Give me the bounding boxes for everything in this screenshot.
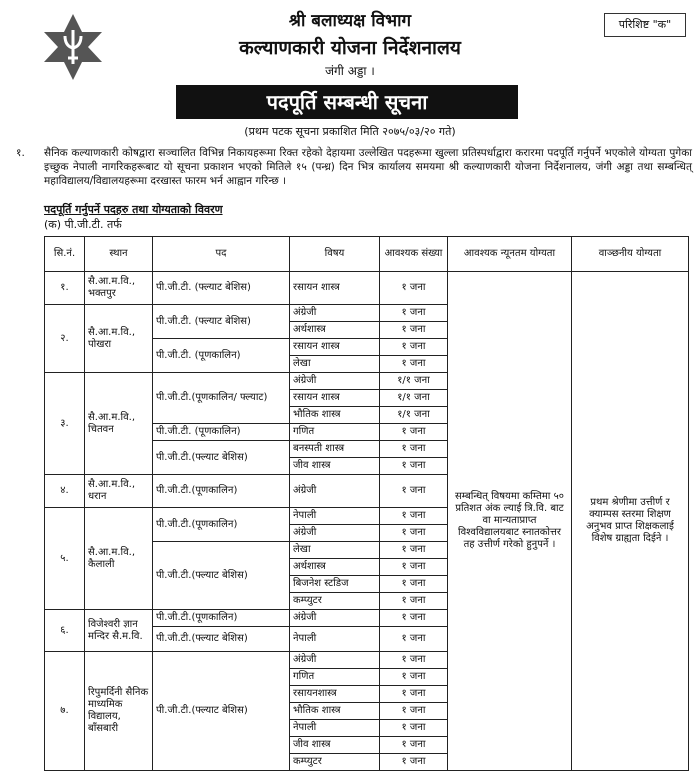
- cell-subject: अर्थशास्त्र: [290, 322, 380, 339]
- cell-sn: १.: [45, 272, 85, 305]
- cell-place: सै.आ.म.वि., पोखरा: [85, 305, 153, 373]
- cell-count: १ जना: [380, 458, 448, 475]
- cell-post: पी.जी.टी. (फ्ल्याट बेशिस): [153, 272, 290, 305]
- cell-post: पी.जी.टी.(पूणकालिन): [153, 508, 290, 542]
- cell-place: सै.आ.म.वि., कैलाली: [85, 508, 153, 610]
- cell-count: १ जना: [380, 322, 448, 339]
- table-row: [45, 272, 689, 305]
- header-sn: सि.नं.: [45, 237, 85, 272]
- cell-count: १ जना: [380, 559, 448, 576]
- header-post: पद: [153, 237, 290, 272]
- cell-subject: भौतिक शास्त्र: [290, 407, 380, 424]
- header-pref-qual: वाञ्छनीय योग्यता: [572, 237, 689, 272]
- cell-count: १ जना: [380, 703, 448, 720]
- cell-count: १/१ जना: [380, 390, 448, 407]
- cell-subject: अंग्रेजी: [290, 475, 380, 508]
- cell-count: १ जना: [380, 508, 448, 525]
- cell-subject: बनस्पती शास्त्र: [290, 441, 380, 458]
- header-subject: विषय: [290, 237, 380, 272]
- cell-count: १/१ जना: [380, 373, 448, 390]
- cell-count: १ जना: [380, 593, 448, 610]
- cell-subject: अंग्रेजी: [290, 610, 380, 627]
- cell-place: सै.आ.म.वि., भक्तपुर: [85, 272, 153, 305]
- cell-post: पी.जी.टी.(फ्ल्याट बेशिस): [153, 441, 290, 475]
- cell-count: १ जना: [380, 356, 448, 373]
- cell-post: पी.जी.टी. (पूणकालिन): [153, 339, 290, 373]
- cell-subject: नेपाली: [290, 508, 380, 525]
- cell-subject: रसायन शास्त्र: [290, 339, 380, 356]
- cell-place: सै.आ.म.वि., चितवन: [85, 373, 153, 475]
- cell-post: पी.जी.टी.(पूणकालिन): [153, 475, 290, 508]
- cell-sn: ५.: [45, 508, 85, 610]
- annex-label: परिशिष्ट "क": [604, 13, 686, 37]
- cell-subject: रसायन शास्त्र: [290, 390, 380, 407]
- cell-count: १ जना: [380, 424, 448, 441]
- cell-place: विजेश्वरी ज्ञान मन्दिर सै.म.वि.: [85, 610, 153, 652]
- header-count: आवश्यक संख्या: [380, 237, 448, 272]
- cell-post: पी.जी.टी.(पूणकालिन/ फ्ल्याट): [153, 373, 290, 424]
- cell-subject: रसायनशास्त्र: [290, 686, 380, 703]
- cell-subject: बिजनेश स्टडिज: [290, 576, 380, 593]
- cell-sn: ३.: [45, 373, 85, 475]
- cell-count: १ जना: [380, 737, 448, 754]
- preferred-qualification: प्रथम श्रेणीमा उत्तीर्ण र क्याम्पस स्तरमा शिक्षण अनुभव प्राप्त शिक्षकलाई विशेष ग्राह्यता दिईने ।: [572, 272, 689, 771]
- cell-count: १ जना: [380, 720, 448, 737]
- cell-subject: लेखा: [290, 542, 380, 559]
- cell-subject: कम्प्युटर: [290, 593, 380, 610]
- header-line-3: जंगी अड्डा ।: [325, 64, 375, 78]
- cell-post: पी.जी.टी. (फ्ल्याट बेशिस): [153, 305, 290, 339]
- cell-count: १ जना: [380, 305, 448, 322]
- cell-post: पी.जी.टी. (पूणकालिन): [153, 424, 290, 441]
- cell-subject: जीव शास्त्र: [290, 458, 380, 475]
- cell-sn: ४.: [45, 475, 85, 508]
- cell-count: १ जना: [380, 576, 448, 593]
- cell-subject: अंग्रेजी: [290, 373, 380, 390]
- header-min-qual: आवश्यक न्यूनतम योग्यता: [448, 237, 572, 272]
- cell-subject: नेपाली: [290, 627, 380, 652]
- cell-post: पी.जी.टी.(पूणकालिन): [153, 610, 290, 627]
- cell-count: १ जना: [380, 272, 448, 305]
- header-line-1: श्री बलाध्यक्ष विभाग: [288, 11, 412, 31]
- cell-sn: ६.: [45, 610, 85, 652]
- cell-subject: रसायन शास्त्र: [290, 272, 380, 305]
- cell-count: १ जना: [380, 339, 448, 356]
- cell-count: १ जना: [380, 686, 448, 703]
- cell-subject: लेखा: [290, 356, 380, 373]
- cell-count: १ जना: [380, 669, 448, 686]
- publish-date: (प्रथम पटक सूचना प्रकाशित मिति २०७५/०३/२० गते): [244, 125, 456, 138]
- cell-subject: गणित: [290, 424, 380, 441]
- cell-sn: ७.: [45, 652, 85, 771]
- cell-subject: अर्थशास्त्र: [290, 559, 380, 576]
- cell-count: १ जना: [380, 441, 448, 458]
- paragraph-number: १.: [16, 147, 25, 159]
- cell-post: पी.जी.टी.(फ्ल्याट बेशिस): [153, 542, 290, 610]
- cell-subject: नेपाली: [290, 720, 380, 737]
- paragraph-text: सैनिक कल्याणकारी कोषद्वारा सञ्चालित विभिन्न निकायहरूमा रिक्त रहेको देहायमा उल्लेखित पदहरूमा खुल्ला प्रतिस्पर्धाद्वारा करारमा पदपूर्ति गर्नुपर्ने भएकोले योग्यता पुगेका इच्छुक नेपाली नागरिकहरूबाट यो सूचना प्रकाशन भएको मितिले १५ (पन्ध्र) दिन भित्र कार्यालय समयमा श्री कल्याणकारी योजना निर्देशनालय, जंगी अड्डा तथा सम्बन्धित् महाविद्यालय/विद्यालयहरूमा दरखास्त फारम भर्न आह्वान गरिन्छ ।: [44, 147, 692, 187]
- section-heading: पदपूर्ति गर्नुपर्ने पदहरु तथा योग्यताको विवरण: [44, 203, 223, 216]
- cell-post: पी.जी.टी.(फ्ल्याट बेशिस): [153, 652, 290, 771]
- cell-place: सै.आ.म.वि., धरान: [85, 475, 153, 508]
- cell-subject: कम्प्युटर: [290, 754, 380, 771]
- min-qualification: सम्बन्धित् विषयमा कम्तिमा ५० प्रतिशत अंक ल्याई त्रि.वि. बाट वा मान्यताप्राप्त विश्वविद्यालयबाट स्नातकोत्तर तह उत्तीर्ण गरेको हुनुपर्ने ।: [448, 272, 572, 771]
- cell-count: १ जना: [380, 610, 448, 627]
- cell-count: १ जना: [380, 542, 448, 559]
- cell-post: पी.जी.टी.(फ्ल्याट बेशिस): [153, 627, 290, 652]
- cell-place: रिपुमर्दिनी सैनिक माध्यमिक विद्यालय, बाँसबारी: [85, 652, 153, 771]
- cell-subject: अंग्रेजी: [290, 525, 380, 542]
- header-place: स्थान: [85, 237, 153, 272]
- cell-count: १ जना: [380, 475, 448, 508]
- cell-count: १ जना: [380, 652, 448, 669]
- cell-subject: गणित: [290, 669, 380, 686]
- cell-count: १ जना: [380, 627, 448, 652]
- vacancy-table: [44, 236, 689, 771]
- cell-subject: अंग्रेजी: [290, 652, 380, 669]
- cell-subject: अंग्रेजी: [290, 305, 380, 322]
- cell-count: १ जना: [380, 525, 448, 542]
- cell-count: १ जना: [380, 754, 448, 771]
- header-line-2: कल्याणकारी योजना निर्देशनालय: [239, 37, 461, 59]
- subsection-label: (क) पी.जी.टी. तर्फ: [44, 218, 122, 231]
- cell-sn: २.: [45, 305, 85, 373]
- notice-banner: पदपूर्ति सम्बन्धी सूचना: [176, 85, 518, 119]
- cell-subject: भौतिक शास्त्र: [290, 703, 380, 720]
- cell-subject: जीव शास्त्र: [290, 737, 380, 754]
- table-header-row: [45, 237, 689, 272]
- cell-count: १/१ जना: [380, 407, 448, 424]
